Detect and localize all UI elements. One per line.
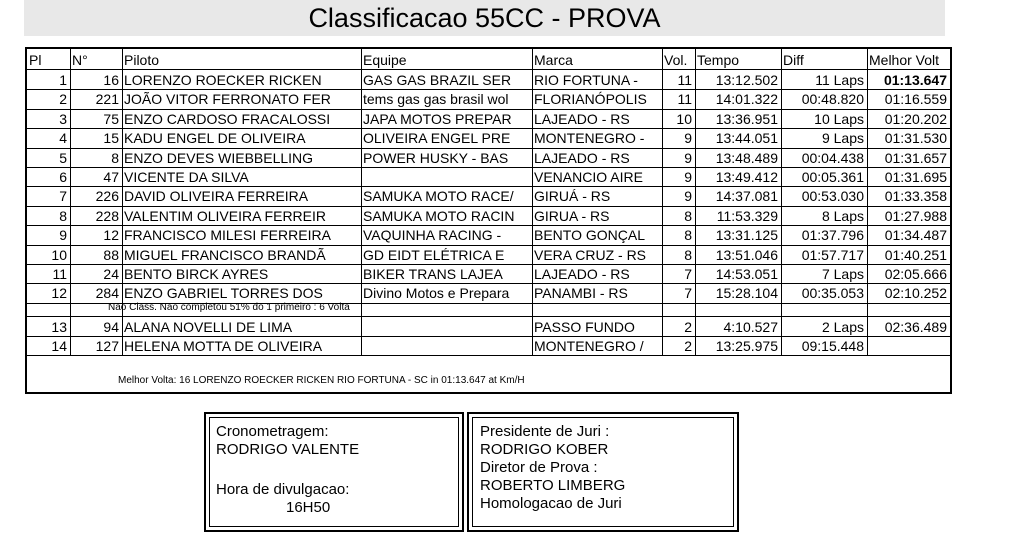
cell-brand: LAJEADO - RS <box>534 149 630 166</box>
cell-diff: 10 Laps <box>814 110 864 127</box>
cell-diff: 00:04.438 <box>801 149 864 166</box>
cell-brand: LAJEADO - RS <box>534 266 630 282</box>
cell-rider: BENTO BIRCK AYRES <box>124 266 269 282</box>
cell-team: Equipe <box>363 52 407 68</box>
cell-diff: Diff <box>783 52 804 68</box>
column-divider <box>867 49 868 355</box>
cell-laps: 8 <box>684 207 692 224</box>
race-director-label: Diretor de Prova : <box>480 459 598 476</box>
cell-number: 12 <box>103 227 119 244</box>
cell-pos: 3 <box>59 110 67 127</box>
cell-diff: 2 Laps <box>821 319 864 335</box>
publish-time-value: 16H50 <box>286 499 331 516</box>
cell-pos: 6 <box>59 169 67 185</box>
best-lap-line: Melhor Volta: 16 LORENZO ROECKER RICKEN RIO FORTUNA - SC in 01:13.647 at Km/H <box>118 375 525 386</box>
column-divider <box>695 49 696 355</box>
cell-team: SAMUKA MOTO RACIN <box>363 207 515 224</box>
jury-president-name: RODRIGO KOBER <box>480 441 609 458</box>
timing-name: RODRIGO VALENTE <box>216 441 360 458</box>
cell-best-lap: 01:31.657 <box>884 149 947 166</box>
cell-laps: 8 <box>684 227 692 244</box>
cell-rider: ENZO GABRIEL TORRES DOS <box>124 285 323 302</box>
cell-diff: 01:37.796 <box>801 227 864 244</box>
cell-diff: 00:48.820 <box>801 91 864 108</box>
column-divider <box>662 317 663 355</box>
cell-time: 13:12.502 <box>715 72 778 88</box>
cell-pos: 12 <box>51 285 67 302</box>
cell-time: 11:53.329 <box>716 207 778 224</box>
row-divider <box>27 316 950 317</box>
cell-team: OLIVEIRA ENGEL PRE <box>363 130 511 147</box>
cell-laps: Vol. <box>664 52 688 68</box>
cell-pos: 2 <box>59 91 67 108</box>
cell-number: 228 <box>95 207 119 224</box>
cell-time: 14:53.051 <box>715 266 778 282</box>
cell-best-lap: 01:40.251 <box>884 246 947 263</box>
cell-rider: VALENTIM OLIVEIRA FERREIR <box>124 207 327 224</box>
cell-laps: 11 <box>677 91 692 108</box>
cell-pos: 4 <box>59 130 67 147</box>
cell-number: 94 <box>103 319 119 335</box>
cell-laps: 9 <box>684 130 692 147</box>
race-director-name: ROBERTO LIMBERG <box>480 477 626 494</box>
jury-president-label: Presidente de Juri : <box>480 423 610 440</box>
cell-rider: HELENA MOTTA DE OLIVEIRA <box>124 338 323 354</box>
cell-brand: PANAMBI - RS <box>534 285 628 302</box>
cell-team: GD EIDT ELÉTRICA E <box>363 246 505 263</box>
cell-diff: 7 Laps <box>821 266 864 282</box>
cell-team: GAS GAS BRAZIL SER <box>363 72 512 88</box>
timing-label: Cronometragem: <box>216 423 329 440</box>
cell-brand: BENTO GONÇAL <box>534 227 645 244</box>
cell-team: JAPA MOTOS PREPAR <box>363 110 512 127</box>
cell-time: 13:25.975 <box>715 338 778 354</box>
cell-number: 47 <box>103 169 119 185</box>
results-table <box>25 47 952 394</box>
cell-diff: 11 Laps <box>815 72 864 88</box>
cell-best-lap: 02:36.489 <box>884 319 947 335</box>
publish-time-label: Hora de divulgacao: <box>216 481 350 498</box>
cell-team: Divino Motos e Prepara <box>363 285 510 302</box>
cell-time: 15:28.104 <box>715 285 778 302</box>
cell-pos: 10 <box>51 246 67 263</box>
cell-time: 13:49.412 <box>715 169 778 185</box>
cell-number: 24 <box>103 266 119 282</box>
cell-laps: 8 <box>684 246 692 263</box>
cell-time: 4:10.527 <box>723 319 778 335</box>
cell-pos: 11 <box>52 266 67 282</box>
cell-diff: 01:57.717 <box>801 246 864 263</box>
cell-number: 16 <box>103 72 119 88</box>
cell-diff: 00:53.030 <box>801 188 864 205</box>
page-title: Classificacao 55CC - PROVA <box>308 3 661 33</box>
cell-number: 75 <box>103 110 119 127</box>
column-divider <box>781 317 782 355</box>
cell-rider: ENZO DEVES WIEBBELLING <box>124 149 314 166</box>
cell-best-lap: 02:05.666 <box>884 266 947 282</box>
cell-time: 13:31.125 <box>715 227 778 244</box>
cell-brand: LAJEADO - RS <box>534 110 630 127</box>
cell-time: 13:36.951 <box>715 110 778 127</box>
cell-rider: VICENTE DA SILVA <box>124 169 249 185</box>
cell-rider: Piloto <box>124 52 160 68</box>
cell-laps: 9 <box>684 169 692 185</box>
cell-time: 14:37.081 <box>715 188 778 205</box>
cell-brand: VERA CRUZ - RS <box>534 246 647 263</box>
column-divider <box>122 317 123 355</box>
cell-laps: 10 <box>676 110 692 127</box>
cell-number: 88 <box>103 246 119 263</box>
column-divider <box>532 49 533 355</box>
cell-team <box>363 318 529 337</box>
cell-laps: 9 <box>684 149 692 166</box>
cell-best-lap: 01:31.530 <box>884 130 947 147</box>
cell-team: BIKER TRANS LAJEA <box>363 266 503 282</box>
row-divider <box>27 69 950 70</box>
cell-pos: 5 <box>59 149 67 166</box>
cell-rider: DAVID OLIVEIRA FERREIRA <box>124 188 309 205</box>
column-divider <box>695 317 696 355</box>
cell-best-lap: 01:16.559 <box>884 91 947 108</box>
cell-brand: Marca <box>534 52 573 68</box>
cell-number: 15 <box>103 130 119 147</box>
cell-diff: 09:15.448 <box>801 338 864 354</box>
cell-best-lap: 01:34.487 <box>884 227 947 244</box>
cell-brand: PASSO FUNDO <box>534 319 635 335</box>
cell-diff: 8 Laps <box>821 207 864 224</box>
cell-best-lap: 01:20.202 <box>884 110 947 127</box>
cell-time: 13:48.489 <box>715 149 778 166</box>
cell-number: 221 <box>95 91 119 108</box>
cell-brand: GIRUA - RS <box>534 207 610 224</box>
cell-number: N° <box>72 52 88 68</box>
column-divider <box>361 49 362 355</box>
cell-laps: 2 <box>684 319 692 335</box>
jury-box <box>467 412 739 532</box>
cell-rider: ALANA NOVELLI DE LIMA <box>124 319 293 335</box>
cell-brand: MONTENEGRO / <box>534 338 644 354</box>
cell-best-lap: Melhor Volt <box>869 52 940 68</box>
cell-best-lap: 02:10.252 <box>884 285 947 302</box>
cell-rider: MIGUEL FRANCISCO BRANDÃ <box>124 246 326 263</box>
cell-team <box>363 337 529 356</box>
cell-number: 226 <box>95 188 119 205</box>
cell-team: VAQUINHA RACING - <box>363 227 502 244</box>
cell-laps: 2 <box>684 338 692 354</box>
cell-diff: 9 Laps <box>821 130 864 147</box>
cell-laps: 7 <box>684 285 692 302</box>
cell-laps: 9 <box>684 188 692 205</box>
cell-number: 127 <box>95 338 119 354</box>
cell-team: POWER HUSKY - BAS <box>363 149 509 166</box>
column-divider <box>361 317 362 355</box>
cell-brand: GIRUÁ - RS <box>534 188 611 205</box>
cell-time: Tempo <box>697 52 740 68</box>
cell-brand: FLORIANÓPOLIS <box>534 91 647 108</box>
column-divider <box>662 49 663 355</box>
row-divider <box>27 355 950 356</box>
column-divider <box>781 49 782 355</box>
cell-best-lap: 01:31.695 <box>884 169 947 185</box>
cell-pos: 8 <box>59 207 67 224</box>
cell-pos: Pl <box>29 52 42 68</box>
cell-brand: MONTENEGRO - <box>534 130 645 147</box>
cell-rider: JOÃO VITOR FERRONATO FER <box>124 91 331 108</box>
cell-diff: 00:35.053 <box>801 285 864 302</box>
cell-pos: 1 <box>59 72 67 88</box>
cell-team: SAMUKA MOTO RACE/ <box>363 188 514 205</box>
cell-number: 284 <box>95 285 119 302</box>
cell-best-lap: 01:13.647 <box>883 72 947 88</box>
column-divider <box>867 317 868 355</box>
cell-best-lap <box>869 337 947 356</box>
cell-laps: 7 <box>684 266 692 282</box>
cell-pos: 9 <box>59 227 67 244</box>
cell-rider: KADU ENGEL DE OLIVEIRA <box>124 130 306 147</box>
cell-brand: VENANCIO AIRE <box>534 169 643 185</box>
cell-rider: FRANCISCO MILESI FERREIRA <box>124 227 331 244</box>
column-divider <box>70 49 71 355</box>
cell-time: 13:51.046 <box>715 246 778 263</box>
cell-number: 8 <box>111 149 119 166</box>
jury-approval-label: Homologacao de Juri <box>480 495 622 512</box>
cell-brand: RIO FORTUNA - <box>534 72 638 88</box>
cell-rider: LORENZO ROECKER RICKEN <box>124 72 322 88</box>
cell-best-lap: 01:27.988 <box>884 207 947 224</box>
column-divider <box>532 317 533 355</box>
cell-pos: 7 <box>59 188 67 205</box>
cell-pos: 14 <box>51 338 67 354</box>
cell-rider: ENZO CARDOSO FRACALOSSI <box>124 110 331 127</box>
cell-team <box>363 168 529 187</box>
not-classified-note: Nao Class. Nao completou 51% do 1 primeiro : 6 Volta <box>108 302 350 313</box>
cell-pos: 13 <box>51 319 67 335</box>
cell-time: 13:44.051 <box>715 130 778 147</box>
cell-team: tems gas gas brasil wol <box>363 91 509 108</box>
timing-box <box>204 412 464 532</box>
cell-laps: 11 <box>677 72 692 88</box>
cell-time: 14:01.322 <box>715 91 778 108</box>
cell-diff: 00:05.361 <box>801 169 864 185</box>
cell-best-lap: 01:33.358 <box>884 188 947 205</box>
title-bar <box>24 0 945 36</box>
